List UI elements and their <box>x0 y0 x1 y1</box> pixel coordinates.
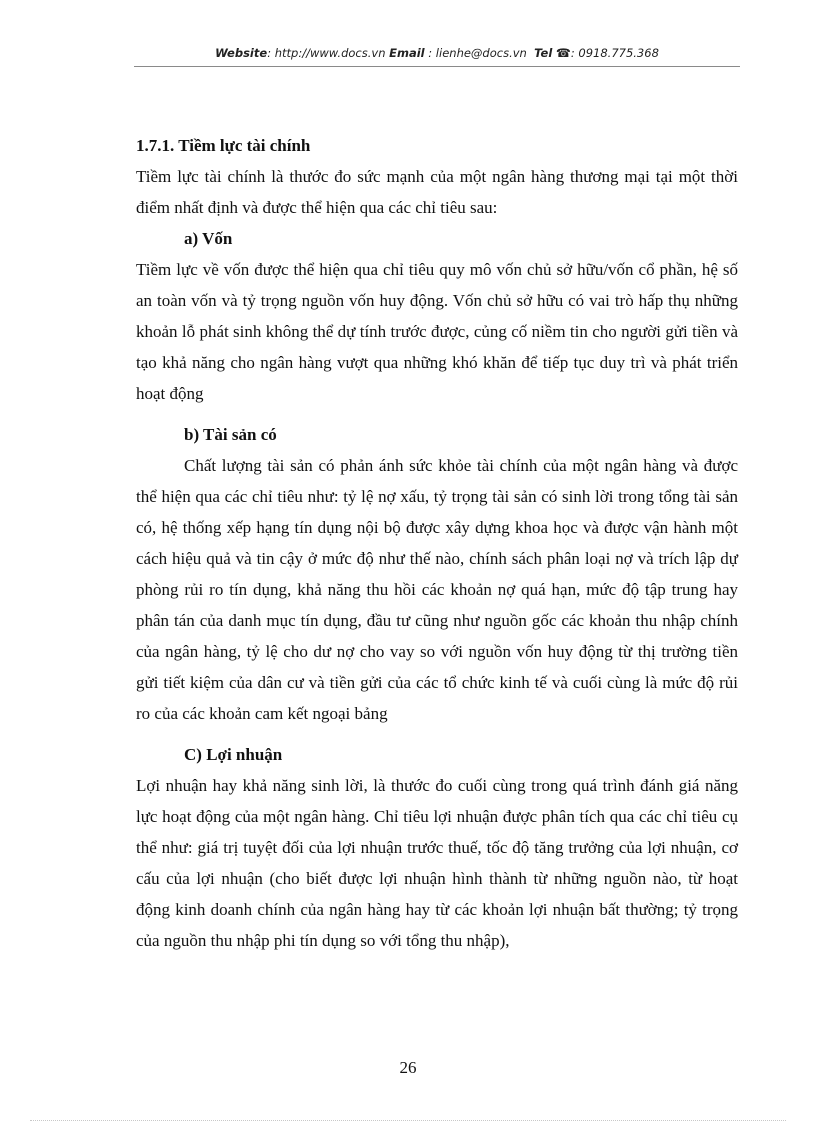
tel-label: Tel <box>534 46 553 60</box>
section-title: 1.7.1. Tiềm lực tài chính <box>136 136 311 155</box>
subsection-a-paragraph: Tiềm lực về vốn được thể hiện qua chỉ tiêu quy mô vốn chủ sở hữu/vốn cổ phần, hệ số an toàn vốn và tỷ trọng nguồn vốn huy động. Vốn chủ sở hữu có vai trò hấp thụ những khoản lỗ phát sinh không thể dự tính trước được, củng cố niềm tin cho người gửi tiền và tạo khả năng cho ngân hàng vượt qua những khó khăn để tiếp tục duy trì và phát triển hoạt động <box>136 260 738 403</box>
tel-value: : 0918.775.368 <box>570 46 659 60</box>
subsection-b-paragraph: Chất lượng tài sản có phản ánh sức khỏe tài chính của một ngân hàng và được thể hiện qua các chỉ tiêu như: tỷ lệ nợ xấu, tỷ trọng tài sản có sinh lời trong tổng tài sản có, hệ thống xếp hạng tín dụng nội bộ được xây dựng khoa học và được vận hành một cách hiệu quả và tin cậy ở mức độ như thế nào, chính sách phân loại nợ và trích lập dự phòng rủi ro tín dụng, khả năng thu hồi các khoản nợ quá hạn, mức độ tập trung hay phân tán của danh mục tín dụng, đầu tư cũng như nguồn gốc các khoản thu nhập chính của ngân hàng, tỷ lệ cho dư nợ cho vay so với nguồn vốn huy động từ thị trường tiền gửi tiết kiệm của dân cư và tiền gửi của các tổ chức kinh tế và cuối cùng là mức độ rủi ro của các khoản cam kết ngoại bảng <box>136 456 738 723</box>
website-label: Website <box>215 46 268 60</box>
subsection-c-paragraph: Lợi nhuận hay khả năng sinh lời, là thước đo cuối cùng trong quá trình đánh giá năng lực hoạt động của một ngân hàng. Chỉ tiêu lợi nhuận được phân tích qua các chỉ tiêu cụ thể như: giá trị tuyệt đối của lợi nhuận trước thuế, tốc độ tăng trưởng của lợi nhuận, cơ cấu của lợi nhuận (cho biết được lợi nhuận hình thành từ những nguồn nào, từ hoạt động kinh doanh chính của ngân hàng hay từ các khoản lợi nhuận bất thường; tỷ trọng của nguồn thu nhập phi tín dụng so với tổng thu nhập), <box>136 776 738 950</box>
subsection-b-title: b) Tài sản có <box>184 425 277 444</box>
page-bottom-divider <box>30 1120 786 1121</box>
subsection-c-title: C) Lợi nhuận <box>184 745 283 764</box>
document-body <box>136 130 738 956</box>
website-link[interactable]: : http://www.docs.vn <box>267 46 386 60</box>
page-number: 26 <box>399 1058 417 1077</box>
telephone-icon: ☎ <box>555 46 571 60</box>
intro-paragraph: Tiềm lực tài chính là thước đo sức mạnh của một ngân hàng thương mại tại một thời điểm nhất định và được thể hiện qua các chỉ tiêu sau: <box>136 167 738 217</box>
subsection-a-title: a) Vốn <box>184 229 233 248</box>
email-link[interactable]: : lienhe@docs.vn <box>428 46 527 60</box>
header-divider <box>134 66 740 67</box>
email-label: Email <box>389 46 425 60</box>
page-header <box>134 46 740 60</box>
